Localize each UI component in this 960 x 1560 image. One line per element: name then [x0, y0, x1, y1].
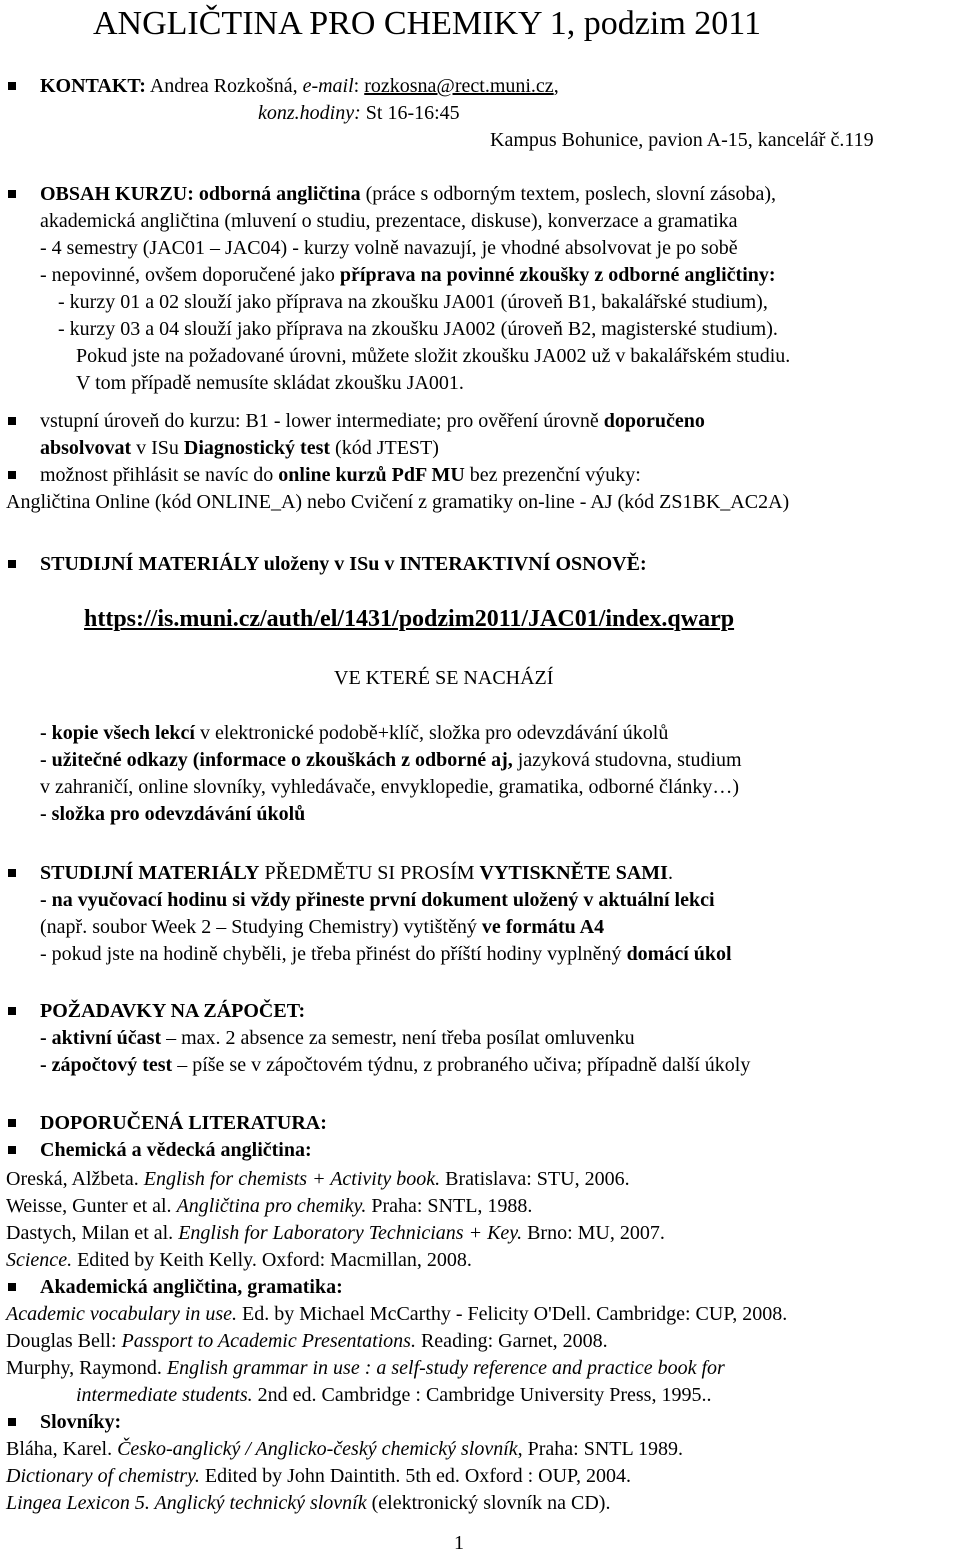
print-heading-c: VYTISKNĚTE SAMI — [479, 862, 668, 884]
bullet-icon — [8, 1418, 16, 1426]
bullet-icon — [8, 1007, 16, 1015]
bullet-icon — [8, 1146, 16, 1154]
print-line-3 — [40, 915, 604, 939]
email-comma: , — [553, 75, 559, 97]
reference-title: Academic vocabulary in use. — [6, 1303, 238, 1325]
diagnostic-test-code: (kód JTEST) — [335, 437, 439, 459]
reference-title: Dictionary of chemistry. — [6, 1465, 200, 1487]
reference-4 — [6, 1248, 472, 1272]
online-note: bez prezenční výuky: — [469, 464, 641, 486]
online-line-2: Angličtina Online (kód ONLINE_A) nebo Cvičení z gramatiky on-line - AJ (kód ZS1BK_AC2A) — [6, 491, 790, 513]
course-content-line-1 — [40, 182, 776, 206]
course-content-line-6: - kurzy 03 a 04 slouží jako příprava na zkoušku JA002 (úroveň B2, magisterské studium). — [58, 318, 778, 340]
reference-publisher: Ed. by Michael McCarthy - Felicity O'Dell. Cambridge: CUP, 2008. — [242, 1303, 788, 1325]
materials-heading: STUDIJNÍ MATERIÁLY uloženy v ISu v INTERAKTIVNÍ OSNOVĚ: — [40, 553, 647, 575]
literature-heading: DOPORUČENÁ LITERATURA: — [40, 1112, 327, 1134]
reference-title: Česko-anglický / Anglicko-český chemický slovník — [117, 1438, 518, 1460]
bullet-icon — [8, 560, 16, 568]
office-location: Kampus Bohunice, pavion A-15, kancelář č.119 — [490, 129, 874, 151]
lesson-copies-desc: v elektronické podobě+klíč, složka pro odevzdávání úkolů — [200, 722, 669, 744]
materials-item-2 — [40, 748, 742, 772]
entry-level-text: vstupní úroveň do kurzu: B1 - lower intermediate; pro ověření úrovně — [40, 410, 599, 432]
bullet-icon — [8, 869, 16, 877]
reference-10 — [6, 1491, 610, 1515]
reference-title: intermediate students. — [76, 1384, 253, 1406]
contact-name: Andrea Rozkošná, — [149, 75, 298, 97]
bullet-icon — [8, 471, 16, 479]
credit-test-desc: – píše se v zápočtovém týdnu, z probraného učiva; případně další úkoly — [177, 1054, 751, 1076]
print-format: ve formátu A4 — [481, 916, 605, 938]
reference-publisher: Bratislava: STU, 2006. — [445, 1168, 630, 1190]
reference-title: Angličtina pro chemiky. — [176, 1195, 367, 1217]
office-hours-label: konz.hodiny: — [258, 102, 361, 124]
syllabus-url-link[interactable]: https://is.muni.cz/auth/el/1431/podzim2011/JAC01/index.qwarp — [84, 606, 735, 632]
materials-subheading: VE KTERÉ SE NACHÁZÍ — [334, 667, 554, 689]
reference-title: Science. — [6, 1249, 73, 1271]
contact-line — [40, 74, 559, 98]
email-colon: : — [353, 75, 360, 97]
reference-title: Lingea Lexicon 5. Anglický technický slovník — [6, 1492, 367, 1514]
office-hours-value: St 16-16:45 — [365, 102, 460, 124]
contact-label: KONTAKT: — [40, 75, 146, 97]
reference-publisher: Edited by Keith Kelly. Oxford: Macmillan, 2008. — [77, 1249, 472, 1271]
reference-author: Murphy, Raymond. — [6, 1357, 162, 1379]
diagnostic-test: Diagnostický test — [183, 437, 331, 459]
reference-publisher: 2nd ed. Cambridge : Cambridge University Press, 1995.. — [257, 1384, 712, 1406]
reference-1 — [6, 1167, 630, 1191]
requirements-heading: POŽADAVKY NA ZÁPOČET: — [40, 1000, 306, 1022]
bullet-icon — [8, 190, 16, 198]
print-heading-b: PŘEDMĚTU SI PROSÍM — [264, 862, 475, 884]
reference-9 — [6, 1464, 631, 1488]
reference-title: Passport to Academic Presentations. — [121, 1330, 416, 1352]
print-example: (např. soubor Week 2 – Studying Chemistry) vytištěný — [40, 916, 477, 938]
reference-publisher: (elektronický slovník na CD). — [371, 1492, 611, 1514]
reference-author: Dastych, Milan et al. — [6, 1222, 174, 1244]
bullet-icon — [8, 82, 16, 90]
entry-level-line-2 — [40, 436, 439, 460]
reference-6 — [6, 1329, 608, 1353]
online-intro: možnost přihlásit se navíc do — [40, 464, 274, 486]
reference-publisher: Reading: Garnet, 2008. — [420, 1330, 608, 1352]
reference-publisher: Edited by John Daintith. 5th ed. Oxford : OUP, 2004. — [204, 1465, 631, 1487]
reference-3 — [6, 1221, 665, 1245]
online-courses: online kurzů PdF MU — [278, 464, 465, 486]
credit-test: - zápočtový test — [40, 1054, 173, 1076]
materials-item-1 — [40, 721, 668, 745]
dictionaries-heading: Slovníky: — [40, 1411, 122, 1433]
reference-8 — [6, 1437, 683, 1461]
reference-5 — [6, 1302, 787, 1326]
course-content-line-8: V tom případě nemusíte skládat zkoušku JA001. — [76, 372, 464, 394]
requirements-line-1 — [40, 1026, 635, 1050]
requirements-line-2 — [40, 1053, 750, 1077]
complete-label: absolvovat — [40, 437, 132, 459]
course-content-desc: (práce s odborným textem, poslech, slovní zásoba), — [365, 183, 777, 205]
reference-publisher: Praha: SNTL, 1988. — [371, 1195, 533, 1217]
recommended-label: doporučeno — [603, 410, 705, 432]
chemistry-english-heading: Chemická a vědecká angličtina: — [40, 1139, 312, 1161]
online-line-1 — [40, 463, 641, 487]
bullet-icon — [8, 1119, 16, 1127]
bullet-icon — [8, 417, 16, 425]
print-heading-a: STUDIJNÍ MATERIÁLY — [40, 862, 260, 884]
print-line-4 — [40, 942, 732, 966]
entry-level-line-1 — [40, 409, 705, 433]
office-hours — [258, 101, 460, 125]
course-content-line-3: - 4 semestry (JAC01 – JAC04) - kurzy volně navazují, je vhodné absolvovat je po sobě — [40, 237, 738, 259]
active-participation-desc: – max. 2 absence za semestr, není třeba posílat omluvenku — [166, 1027, 635, 1049]
course-content-line-5: - kurzy 01 a 02 slouží jako příprava na zkoušku JA001 (úroveň B1, bakalářské studium), — [58, 291, 768, 313]
reference-author: Weisse, Gunter et al. — [6, 1195, 172, 1217]
page-title: ANGLIČTINA PRO CHEMIKY 1, podzim 2011 — [93, 5, 762, 42]
print-line-2: - na vyučovací hodinu si vždy přineste první dokument uložený v aktuální lekci — [40, 889, 715, 911]
reference-7-cont — [76, 1383, 711, 1407]
course-content-line-7: Pokud jste na požadované úrovni, můžete složit zkoušku JA002 už v bakalářském studiu. — [76, 345, 791, 367]
materials-item-2-cont: v zahraničí, online slovníky, vyhledávače, envyklopedie, gramatika, odborné články…) — [40, 776, 740, 798]
lesson-copies: - kopie všech lekcí — [40, 722, 195, 744]
useful-links: - užitečné odkazy (informace o zkouškách z odborné aj, — [40, 749, 513, 771]
reference-publisher: Brno: MU, 2007. — [527, 1222, 665, 1244]
bullet-icon — [8, 1283, 16, 1291]
materials-item-3: - složka pro odevzdávání úkolů — [40, 803, 306, 825]
academic-english-heading: Akademická angličtina, gramatika: — [40, 1276, 343, 1298]
reference-title: English grammar in use : a self-study reference and practice book for — [166, 1357, 725, 1379]
reference-title: English for chemists + Activity book. — [143, 1168, 441, 1190]
reference-7 — [6, 1356, 725, 1380]
exam-preparation: příprava na povinné zkoušky z odborné angličtiny: — [339, 264, 776, 286]
course-content-label: OBSAH KURZU: odborná angličtina — [40, 183, 361, 205]
course-content-line-4 — [40, 263, 776, 287]
course-content-line-2: akademická angličtina (mluvení o studiu, prezentace, diskuse), konverzace a gramatika — [40, 210, 738, 232]
in-isu: v ISu — [136, 437, 179, 459]
email-label: e-mail — [302, 75, 354, 97]
reference-author: Bláha, Karel. — [6, 1438, 113, 1460]
useful-links-desc: jazyková studovna, studium — [517, 749, 742, 771]
email-link[interactable]: rozkosna@rect.muni.cz — [364, 75, 554, 97]
print-heading — [40, 861, 673, 885]
reference-title: English for Laboratory Technicians + Key. — [178, 1222, 523, 1244]
print-missed: - pokud jste na hodině chyběli, je třeba přinést do příští hodiny vyplněný — [40, 943, 622, 965]
active-participation: - aktivní účast — [40, 1027, 162, 1049]
homework-label: domácí úkol — [626, 943, 732, 965]
page-number: 1 — [454, 1532, 464, 1554]
reference-publisher: , Praha: SNTL 1989. — [517, 1438, 683, 1460]
optional-note: - nepovinné, ovšem doporučené jako — [40, 264, 335, 286]
reference-2 — [6, 1194, 532, 1218]
reference-author: Oreská, Alžbeta. — [6, 1168, 139, 1190]
print-heading-d: . — [667, 862, 673, 884]
reference-author: Douglas Bell: — [6, 1330, 117, 1352]
